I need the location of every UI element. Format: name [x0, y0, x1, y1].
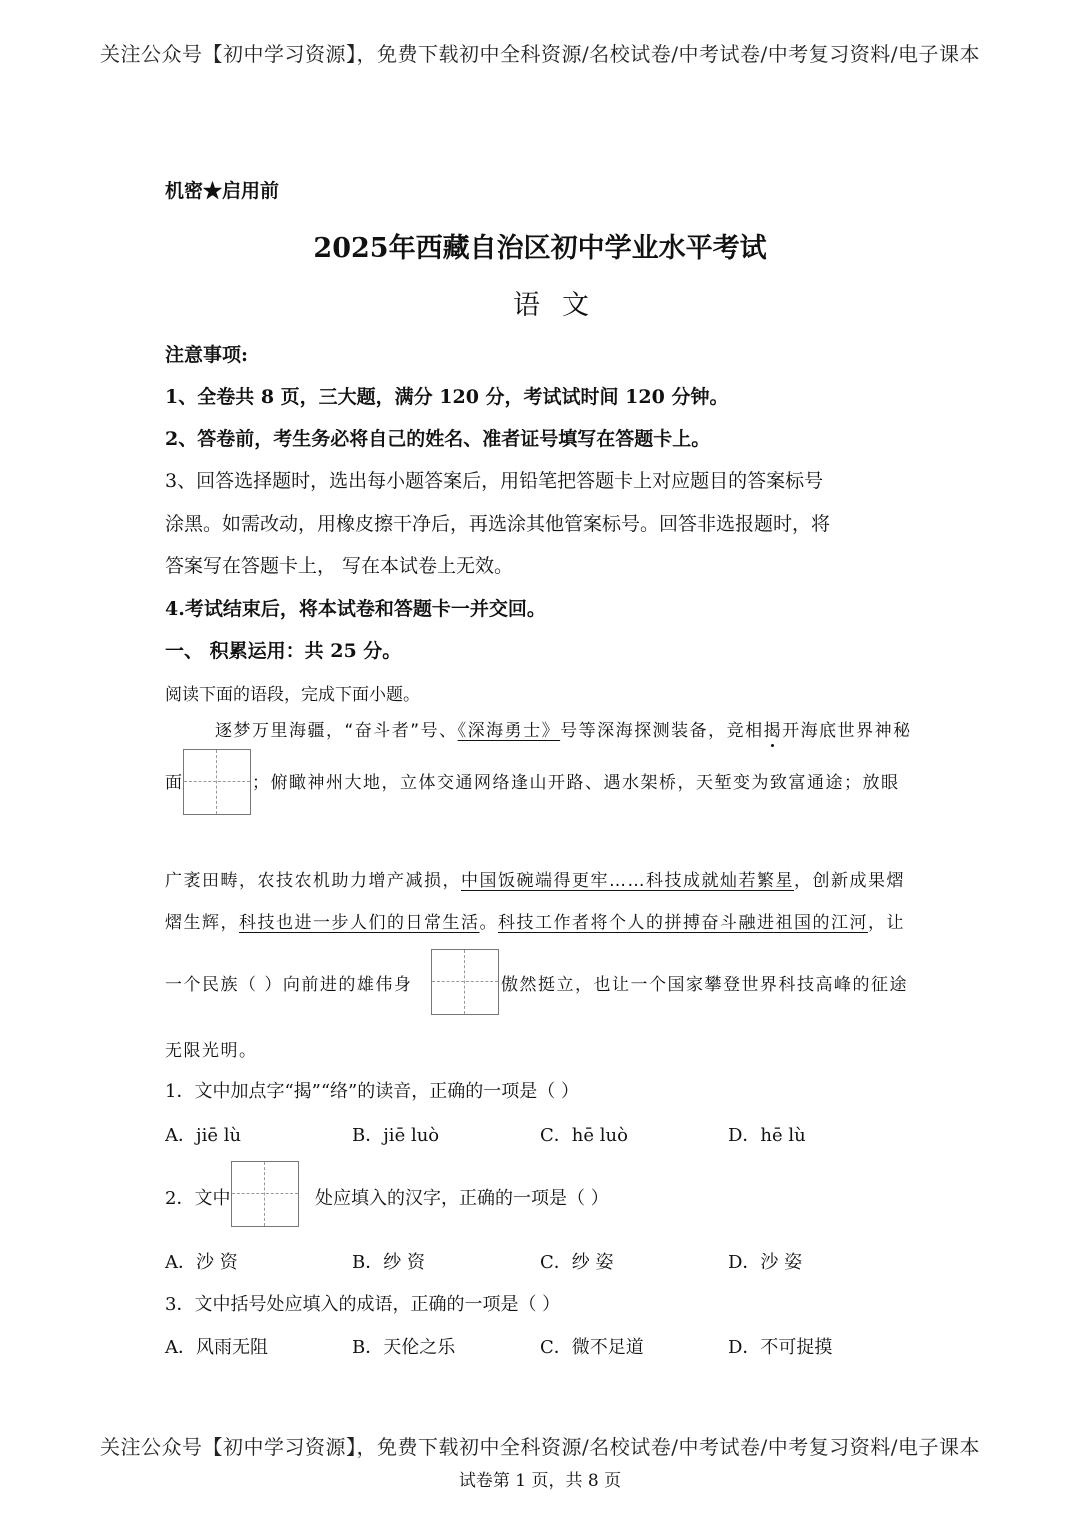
q3-option-d[interactable]: D．不可捉摸	[728, 1337, 833, 1358]
question-2-stem-post: 处应填入的汉字，正确的一项是（ ）	[315, 1188, 609, 1209]
passage-line-5b: 傲然挺立，也让一个国家攀登世界科技高峰的征途	[501, 975, 908, 995]
page-number: 试卷第 1 页，共 8 页	[458, 1471, 622, 1491]
passage-text: ，创新成果熠	[794, 871, 905, 891]
passage-line-4	[165, 908, 905, 933]
passage-text: 号等深海探测装备，竞相	[560, 721, 764, 741]
q3-option-a[interactable]: A．风雨无阻	[165, 1337, 268, 1358]
blank-box-1	[183, 749, 251, 815]
question-2-stem-pre: 2．文中	[165, 1188, 231, 1209]
q3-option-b[interactable]: B．天伦之乐	[352, 1337, 456, 1358]
passage-line-3	[165, 866, 905, 891]
dotted-char-jie: 揭	[763, 721, 783, 741]
confidential-mark: 机密★启用前	[165, 180, 280, 202]
passage-text: 熠生辉，	[165, 913, 239, 933]
question-1-stem: 1．文中加点字“揭”“络”的读音，正确的一项是（ ）	[165, 1081, 579, 1102]
question-3-stem: 3．文中括号处应填入的成语，正确的一项是（ ）	[165, 1294, 561, 1315]
header-banner: 关注公众号【初中学习资源】，免费下载初中全科资源/名校试卷/中考试卷/中考复习资料/电子课本	[100, 42, 980, 66]
passage-text: ，让	[868, 913, 905, 933]
underlined-sentence-2: ……科技成就灿若繁星	[609, 871, 794, 891]
blank-box-2	[431, 949, 499, 1015]
passage-text: 逐梦万里海疆，“奋斗者”号、	[215, 721, 458, 741]
note-item-4: 4.考试结束后，将本试卷和答题卡一并交回。	[165, 598, 546, 620]
note-item-3c: 答案写在答题卡上， 写在本试卷上无效。	[165, 555, 514, 577]
q1-option-c[interactable]: C．hē luò	[540, 1125, 628, 1146]
q1-option-b[interactable]: B．jiē luò	[352, 1125, 440, 1146]
passage-line-1	[215, 716, 912, 741]
note-item-1: 1、全卷共 8 页，三大题，满分 120 分，考试试时间 120 分钟。	[165, 386, 729, 408]
q1-option-a[interactable]: A．jiē lù	[165, 1125, 242, 1146]
section1-instruction: 阅读下面的语段，完成下面小题。	[165, 685, 420, 705]
passage-line-2a: 面	[165, 773, 184, 793]
q2-option-c[interactable]: C．纱 姿	[540, 1252, 614, 1273]
passage-text: 广袤田畴，农技农机助力增产减损，	[165, 871, 461, 891]
note-item-2: 2、答卷前，考生务必将自己的姓名、准者证号填写在答题卡上。	[165, 428, 711, 450]
passage-line-5a: 一个民族（ ）向前进的雄伟身	[165, 975, 413, 995]
note-item-3b: 涂黑。如需改动，用橡皮擦干净后，再选涂其他管案标号。回答非选报题时，将	[165, 513, 831, 535]
passage-text: 。	[479, 913, 498, 933]
passage-text: 开海底世界神秘	[782, 721, 912, 741]
q3-option-c[interactable]: C．微不足道	[540, 1337, 644, 1358]
underlined-sentence-3: 科技也进一步人们的日常生活	[239, 913, 480, 933]
notes-heading: 注意事项:	[165, 344, 249, 366]
section1-heading: 一、 积累运用：共 25 分。	[165, 640, 402, 662]
underlined-sentence-4: 科技工作者将个人的拼搏奋斗融进祖国的江河	[498, 913, 868, 933]
underlined-sentence-1: 中国饭碗端得更牢	[461, 871, 609, 891]
subject-title: 语文	[513, 290, 611, 321]
note-item-3a: 3、回答选择题时，选出每小题答案后，用铅笔把答题卡上对应题目的答案标号	[165, 470, 824, 492]
passage-line-6: 无限光明。	[165, 1041, 258, 1061]
blank-box-3	[231, 1161, 299, 1227]
exam-title: 2025年西藏自治区初中学业水平考试	[313, 233, 767, 264]
q2-option-a[interactable]: A．沙 资	[165, 1252, 238, 1273]
q1-option-d[interactable]: D．hē lù	[728, 1125, 806, 1146]
q2-option-d[interactable]: D．沙 姿	[728, 1252, 803, 1273]
footer-banner: 关注公众号【初中学习资源】，免费下载初中全科资源/名校试卷/中考试卷/中考复习资料/电子课本	[100, 1435, 980, 1459]
q2-option-b[interactable]: B．纱 资	[352, 1252, 425, 1273]
passage-line-2b: ；俯瞰神州大地，立体交通网络逢山开路、遇水架桥，天堑变为致富通途；放眼	[252, 773, 900, 793]
passage-book-title: 《深海勇士》	[457, 721, 561, 741]
